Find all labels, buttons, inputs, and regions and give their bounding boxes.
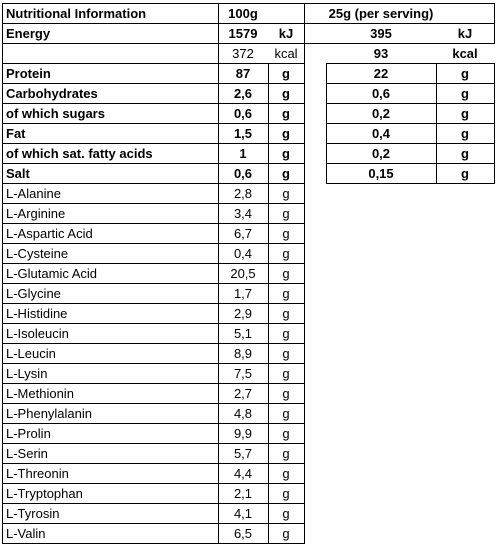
grid-line bbox=[326, 63, 327, 184]
amino-acid-value: 5,1 bbox=[233, 326, 253, 341]
amino-acid-value: 5,7 bbox=[233, 446, 253, 461]
nutrient-value-serving: 0,15 bbox=[368, 166, 394, 181]
amino-acid-value: 6,5 bbox=[233, 526, 253, 541]
amino-acid-value: 2,1 bbox=[233, 486, 253, 501]
energy-kcal-serving: 93 bbox=[373, 46, 389, 61]
nutrient-unit: g bbox=[282, 166, 290, 181]
grid-line bbox=[304, 23, 494, 24]
amino-acid-label: L-Cysteine bbox=[6, 246, 69, 261]
amino-acid-label: L-Alanine bbox=[6, 186, 61, 201]
grid-line bbox=[2, 23, 304, 24]
grid-line bbox=[2, 263, 304, 264]
nutrient-label: of which sugars bbox=[6, 106, 105, 121]
nutrient-value-100g: 0,6 bbox=[233, 166, 253, 181]
grid-line bbox=[326, 163, 494, 164]
amino-acid-unit: g bbox=[282, 326, 290, 341]
amino-acid-value: 7,5 bbox=[233, 366, 253, 381]
nutrient-value-100g: 1 bbox=[239, 146, 247, 161]
grid-line bbox=[436, 63, 437, 184]
energy-kj-unit-serving: kJ bbox=[457, 26, 473, 41]
grid-line bbox=[2, 283, 304, 284]
grid-line bbox=[326, 103, 494, 104]
amino-acid-unit: g bbox=[282, 466, 290, 481]
grid-line bbox=[2, 443, 304, 444]
grid-line bbox=[218, 3, 219, 544]
grid-line bbox=[326, 143, 494, 144]
grid-line bbox=[2, 483, 304, 484]
amino-acid-unit: g bbox=[282, 406, 290, 421]
grid-line bbox=[326, 123, 494, 124]
grid-line bbox=[2, 363, 304, 364]
nutrient-unit-serving: g bbox=[461, 126, 469, 141]
amino-acid-label: L-Methionin bbox=[6, 386, 74, 401]
grid-line bbox=[326, 183, 494, 184]
amino-acid-value: 1,7 bbox=[233, 286, 253, 301]
column-header-100g: 100g bbox=[228, 6, 258, 21]
amino-acid-unit: g bbox=[282, 366, 290, 381]
amino-acid-label: L-Tryptophan bbox=[6, 486, 83, 501]
nutrient-label: Fat bbox=[6, 126, 26, 141]
grid-line bbox=[2, 3, 304, 4]
nutrient-label: of which sat. fatty acids bbox=[6, 146, 153, 161]
grid-line bbox=[304, 43, 494, 44]
nutrient-unit: g bbox=[282, 126, 290, 141]
nutrient-value-serving: 0,2 bbox=[371, 146, 391, 161]
amino-acid-unit: g bbox=[282, 426, 290, 441]
amino-acid-label: L-Arginine bbox=[6, 206, 66, 221]
grid-line bbox=[2, 3, 3, 544]
amino-acid-unit: g bbox=[282, 226, 290, 241]
energy-kcal-unit-serving: kcal bbox=[452, 46, 478, 61]
nutrient-unit: g bbox=[282, 66, 290, 81]
grid-line bbox=[2, 43, 304, 44]
amino-acid-value: 9,9 bbox=[233, 426, 253, 441]
amino-acid-unit: g bbox=[282, 506, 290, 521]
amino-acid-value: 8,9 bbox=[233, 346, 253, 361]
nutrient-value-serving: 22 bbox=[373, 66, 389, 81]
nutrient-label: Salt bbox=[6, 166, 30, 181]
table-title: Nutritional Information bbox=[6, 6, 147, 21]
grid-line bbox=[326, 83, 494, 84]
nutrient-unit: g bbox=[282, 106, 290, 121]
nutrient-unit-serving: g bbox=[461, 166, 469, 181]
nutrient-value-serving: 0,2 bbox=[371, 106, 391, 121]
amino-acid-unit: g bbox=[282, 526, 290, 541]
amino-acid-value: 6,7 bbox=[233, 226, 253, 241]
amino-acid-label: L-Prolin bbox=[6, 426, 51, 441]
energy-kj-unit: kJ bbox=[278, 26, 294, 41]
amino-acid-value: 4,8 bbox=[233, 406, 253, 421]
grid-line bbox=[2, 543, 304, 544]
amino-acid-value: 4,4 bbox=[233, 466, 253, 481]
grid-line bbox=[2, 123, 304, 124]
energy-kcal-unit: kcal bbox=[274, 46, 298, 61]
amino-acid-unit: g bbox=[282, 306, 290, 321]
amino-acid-label: L-Isoleucin bbox=[6, 326, 69, 341]
amino-acid-unit: g bbox=[282, 186, 290, 201]
grid-line bbox=[2, 103, 304, 104]
grid-line bbox=[2, 223, 304, 224]
amino-acid-unit: g bbox=[282, 486, 290, 501]
amino-acid-label: L-Threonin bbox=[6, 466, 69, 481]
nutrient-value-100g: 87 bbox=[235, 66, 251, 81]
grid-line bbox=[2, 343, 304, 344]
grid-line bbox=[2, 243, 304, 244]
nutrient-value-100g: 2,6 bbox=[233, 86, 253, 101]
grid-line bbox=[2, 403, 304, 404]
amino-acid-unit: g bbox=[282, 446, 290, 461]
column-header-serving: 25g (per serving) bbox=[328, 6, 434, 21]
amino-acid-label: L-Aspartic Acid bbox=[6, 226, 93, 241]
nutrient-value-100g: 1,5 bbox=[233, 126, 253, 141]
nutrient-unit-serving: g bbox=[461, 86, 469, 101]
amino-acid-value: 3,4 bbox=[233, 206, 253, 221]
nutrient-unit: g bbox=[282, 86, 290, 101]
grid-line bbox=[304, 3, 305, 544]
grid-line bbox=[2, 503, 304, 504]
energy-kcal-100g: 372 bbox=[232, 46, 254, 61]
amino-acid-label: L-Leucin bbox=[6, 346, 56, 361]
amino-acid-value: 0,4 bbox=[233, 246, 253, 261]
amino-acid-label: L-Glutamic Acid bbox=[6, 266, 98, 281]
energy-kj-100g: 1579 bbox=[228, 26, 258, 41]
amino-acid-value: 2,7 bbox=[233, 386, 253, 401]
grid-line bbox=[2, 63, 304, 64]
amino-acid-value: 20,5 bbox=[230, 266, 256, 281]
amino-acid-label: L-Glycine bbox=[6, 286, 61, 301]
grid-line bbox=[2, 323, 304, 324]
nutrient-unit-serving: g bbox=[461, 146, 469, 161]
nutrient-label: Carbohydrates bbox=[6, 86, 98, 101]
grid-line bbox=[2, 383, 304, 384]
grid-line bbox=[494, 63, 495, 184]
grid-line bbox=[494, 3, 495, 44]
amino-acid-unit: g bbox=[282, 246, 290, 261]
energy-label: Energy bbox=[6, 26, 51, 41]
grid-line bbox=[2, 423, 304, 424]
nutrient-value-serving: 0,4 bbox=[371, 126, 391, 141]
grid-line bbox=[2, 143, 304, 144]
amino-acid-unit: g bbox=[282, 286, 290, 301]
amino-acid-unit: g bbox=[282, 266, 290, 281]
amino-acid-label: L-Serin bbox=[6, 446, 48, 461]
amino-acid-value: 2,8 bbox=[233, 186, 253, 201]
grid-line bbox=[2, 203, 304, 204]
nutrient-value-100g: 0,6 bbox=[233, 106, 253, 121]
amino-acid-value: 2,9 bbox=[233, 306, 253, 321]
amino-acid-unit: g bbox=[282, 206, 290, 221]
amino-acid-unit: g bbox=[282, 386, 290, 401]
amino-acid-value: 4,1 bbox=[233, 506, 253, 521]
grid-line bbox=[304, 3, 494, 4]
grid-line bbox=[2, 163, 304, 164]
nutrient-unit-serving: g bbox=[461, 66, 469, 81]
grid-line bbox=[268, 63, 269, 544]
amino-acid-label: L-Phenylalanin bbox=[6, 406, 93, 421]
amino-acid-label: L-Lysin bbox=[6, 366, 48, 381]
nutrient-label: Protein bbox=[6, 66, 51, 81]
grid-line bbox=[326, 63, 494, 64]
nutrient-unit: g bbox=[282, 146, 290, 161]
grid-line bbox=[2, 303, 304, 304]
amino-acid-label: L-Valin bbox=[6, 526, 46, 541]
nutrient-value-serving: 0,6 bbox=[371, 86, 391, 101]
nutrient-unit-serving: g bbox=[461, 106, 469, 121]
amino-acid-unit: g bbox=[282, 346, 290, 361]
amino-acid-label: L-Histidine bbox=[6, 306, 68, 321]
grid-line bbox=[2, 523, 304, 524]
grid-line bbox=[2, 183, 304, 184]
amino-acid-label: L-Tyrosin bbox=[6, 506, 60, 521]
grid-line bbox=[2, 83, 304, 84]
grid-line bbox=[2, 463, 304, 464]
energy-kj-serving: 395 bbox=[370, 26, 392, 41]
